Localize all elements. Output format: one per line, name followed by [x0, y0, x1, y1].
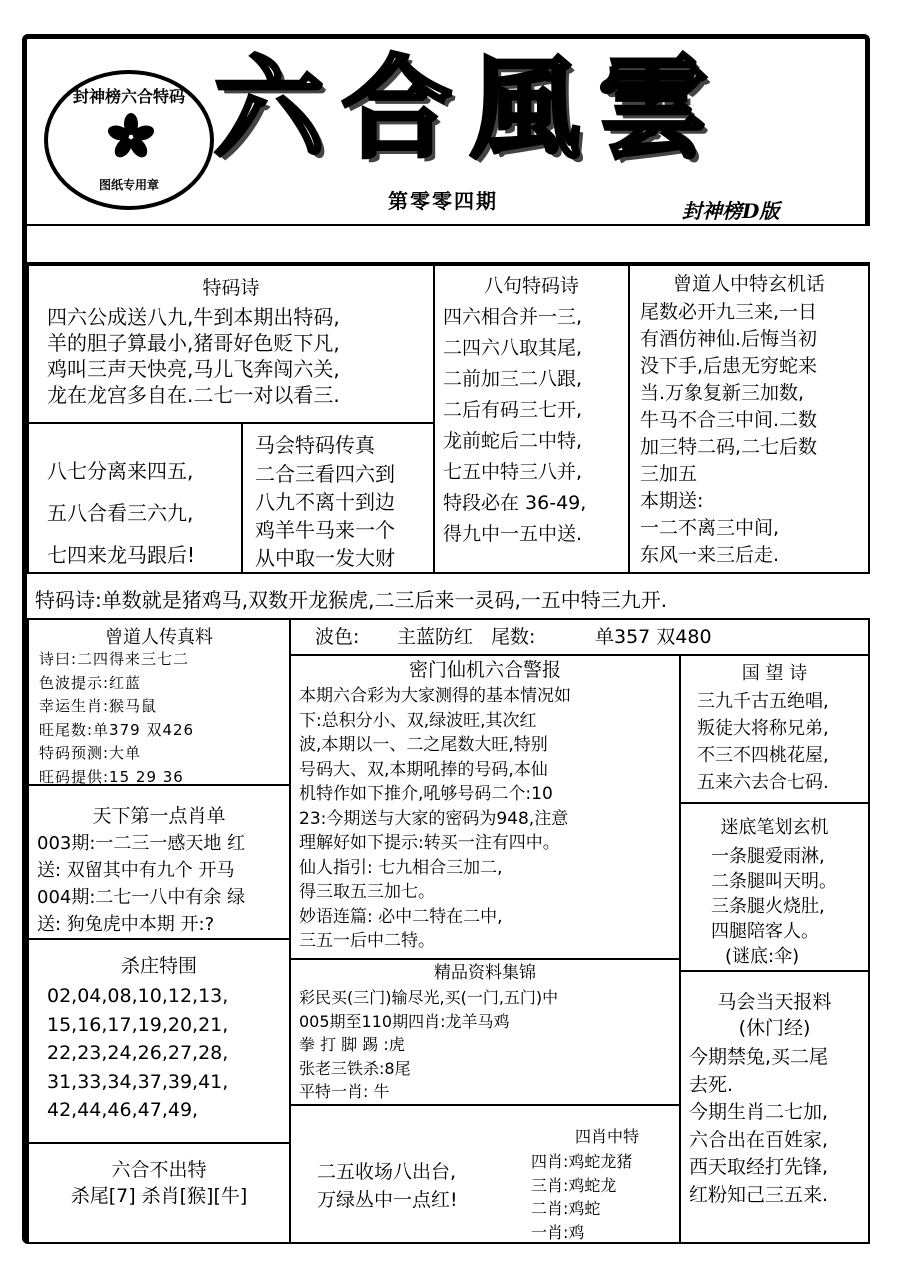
mahui-line: 红粉知己三五来. [689, 1183, 829, 1206]
poem-line: 龙在龙宫多自在.二七一对以看三. [47, 383, 340, 407]
wave-color-label: 波色: [315, 626, 360, 648]
masthead-title: 六合風雲 [214, 44, 726, 173]
wave-tail-label: 尾数: [491, 626, 536, 648]
mahui-line: 六合出在百姓家, [689, 1128, 829, 1151]
zeng-fax-box [27, 618, 291, 786]
bottom-poem-line: 万绿丛中一点红! [317, 1189, 458, 1211]
four-zodiac-title: 四肖中特 [575, 1127, 640, 1146]
poem-line: 本期送: [640, 490, 704, 512]
mahui-lines [689, 1044, 828, 1209]
secret-line: 号码大、双,本期吼捧的号码,本仙 [299, 759, 548, 780]
guowang-line: 三九千古五绝唱, [697, 691, 829, 712]
secret-line: 波,本期以一、二之尾数大旺,特别 [299, 735, 548, 755]
stamp [44, 70, 214, 210]
mahui-line: 西天取经打先锋, [689, 1156, 829, 1178]
poem-line: 五八合看三六九, [47, 501, 194, 525]
mahui-box [679, 970, 870, 1244]
bottom-middle-box [289, 1104, 681, 1244]
poem-line: 龙前蛇后二中特, [443, 430, 583, 452]
tianxia-line: 送: 双留其中有九个 开马 [37, 860, 235, 881]
secret-line: 三五一后中二特。 [299, 931, 435, 951]
poem-line: 七五中特三八并, [443, 461, 583, 483]
four-zodiac-lines [531, 1150, 632, 1244]
secret-line: 23:今期送与大家的密码为948,注意 [299, 808, 569, 829]
wave-bar [289, 618, 870, 656]
bottom-poem-lines [317, 1158, 458, 1214]
zeng-fax-lines [39, 648, 194, 786]
mahui-subtitle: (休门经) [738, 1017, 811, 1039]
poem-line: 有酒仿神仙.后悔当初 [640, 328, 818, 350]
poem-line: 加三特二码,二七后数 [640, 436, 818, 458]
stamp-ring-text: 封神榜六合特码 [72, 87, 185, 106]
guowang-line: 五来六去合七码. [697, 772, 829, 793]
tianxia-lines [37, 830, 245, 938]
poem-line: 从中取一发大财 [255, 546, 395, 570]
secret-line: 得三取五三加七。 [299, 882, 435, 902]
poem-line: 八七分离来四五, [47, 459, 194, 483]
poem-lines-1 [47, 304, 340, 408]
jingpin-line: 彩民买(三门)输尽光,买(一门,五门)中 [299, 988, 559, 1007]
poem-line: 八九不离十到边 [255, 490, 395, 514]
banner-text: 特码诗:单数就是猪鸡马,双数开龙猴虎,二三后来一灵码,一五中特三九开. [35, 588, 668, 612]
guowang-lines [697, 688, 829, 796]
secret-lines [299, 684, 571, 954]
poem-line: 特段必在 36-49, [443, 492, 587, 514]
kill-box [27, 938, 291, 1144]
jingpin-title: 精品资料集锦 [434, 963, 536, 983]
poem-line: 牛马不合三中间.二数 [640, 409, 818, 431]
poem-lines-2 [443, 302, 586, 550]
poem-line: 一二不离三中间, [640, 517, 780, 539]
secret-line: 理解好如下提示:转买一注有四中。 [299, 833, 560, 853]
guowang-line: 叛徒大将称兄弟, [697, 718, 829, 739]
poem-line: 鸡叫三声天快亮,马儿飞奔闯六关, [47, 357, 340, 381]
notout-title: 六合不出特 [111, 1159, 207, 1181]
poem-line: 鸡羊牛马来一个 [255, 518, 395, 542]
riddle-lines [711, 844, 837, 969]
poem-line: 当.万象复新三加数, [640, 382, 805, 404]
mahui-line: 今期生肖二七加, [689, 1101, 829, 1123]
mahui-line: 今期禁兔,买二尾 [689, 1046, 829, 1068]
poem-line: 没下手,后患无穷蛇来 [640, 355, 818, 377]
poem-title-1: 特码诗 [202, 277, 260, 299]
kill-line: 42,44,46,47,49, [47, 1099, 199, 1121]
kill-line: 22,23,24,26,27,28, [47, 1042, 229, 1064]
secret-line: 下:总积分小、双,绿波旺,其次红 [299, 710, 537, 731]
poem-line: 四六相合并一三, [443, 306, 583, 328]
jingpin-line: 拳 打 脚 踢 :虎 [299, 1035, 405, 1054]
riddle-line: 四腿陪客人。 [711, 921, 819, 942]
poem-line: 三加五 [640, 463, 698, 485]
stamp-sub: 图纸专用章 [98, 178, 159, 192]
four-zodiac-line: 三肖:鸡蛇龙 [531, 1175, 617, 1195]
riddle-line: 一条腿爱雨淋, [711, 846, 825, 867]
poem-line: 二后有码三七开, [443, 399, 583, 421]
poem-line: 七四来龙马跟后! [47, 543, 196, 567]
kill-line: 02,04,08,10,12,13, [47, 985, 229, 1007]
tianxia-box [27, 784, 291, 940]
poem-box-4 [27, 422, 243, 574]
riddle-box [679, 802, 870, 972]
jingpin-line: 张老三铁杀:8尾 [299, 1058, 411, 1078]
jingpin-lines [299, 986, 558, 1104]
tianxia-line: 004期:二七一八中有余 绿 [37, 887, 246, 908]
four-zodiac-line: 一肖:鸡 [531, 1222, 585, 1242]
poem-line: 东风一来三后走. [640, 544, 780, 566]
poem-line: 羊的胆子算最小,猪哥好色贬下凡, [47, 331, 340, 355]
riddle-line: (谜底:伞) [725, 946, 800, 967]
guowang-box [679, 654, 870, 804]
poem-line: 二前加三二八跟, [443, 368, 583, 390]
edition-label: 封神榜D版 [682, 199, 780, 223]
poem-line: 四六公成送八九,牛到本期出特码, [47, 305, 340, 329]
riddle-title: 迷底笔划玄机 [720, 817, 829, 838]
tianxia-line: 003期:一二三一感天地 红 [37, 833, 246, 854]
tianxia-title: 天下第一点肖单 [92, 805, 226, 827]
jingpin-line: 平特一肖: 牛 [299, 1082, 390, 1101]
kill-lines [47, 982, 228, 1125]
guowang-line: 不三不四桃花屋, [697, 745, 829, 766]
poem-line: 尾数必开九三来,一日 [640, 301, 818, 323]
bauhinia-icon [106, 112, 156, 162]
wave-tail-value: 单357 双480 [595, 626, 712, 648]
mahui-line: 去死. [689, 1073, 734, 1096]
poem-box-3 [628, 264, 870, 574]
secret-line: 本期六合彩为大家测得的基本情况如 [299, 686, 571, 706]
fax-line: 诗曰:二四得来三七二 [39, 650, 190, 668]
mahui-title: 马会当天报料 [717, 991, 832, 1013]
secret-box [289, 654, 681, 960]
poem-line: 二合三看四六到 [255, 462, 395, 486]
poem-line: 二四六八取其尾, [443, 337, 583, 359]
zeng-fax-title: 曾道人传真料 [105, 627, 213, 648]
wave-color-value: 主蓝防红 [397, 626, 474, 648]
kill-line: 31,33,34,37,39,41, [47, 1070, 229, 1093]
bottom-poem-line: 二五收场八出台, [317, 1161, 457, 1183]
poem-lines-4 [47, 450, 195, 574]
guowang-title: 国 望 诗 [741, 663, 808, 684]
fax-line: 幸运生肖:猴马鼠 [39, 697, 158, 715]
secret-line: 机特作如下推介,吼够号码二个:10 [299, 784, 553, 804]
secret-line: 仙人指引: 七九相合三加二, [299, 857, 503, 878]
jingpin-line: 005期至110期四肖:龙羊马鸡 [299, 1011, 510, 1031]
fax-line: 旺尾数:单379 双426 [39, 720, 195, 739]
kill-title: 杀庄特围 [120, 955, 197, 977]
fax-line: 特码预测:大单 [39, 744, 142, 762]
tianxia-line: 送: 狗兔虎中本期 开:? [37, 914, 215, 935]
secret-title: 密门仙机六合警报 [408, 659, 561, 681]
issue-number: 第零零四期 [388, 189, 498, 213]
riddle-line: 二条腿叫天明。 [711, 871, 837, 892]
poem-title-5: 马会特码传真 [255, 433, 375, 457]
notout-line: 杀尾[7] 杀肖[猴][牛] [70, 1185, 248, 1207]
four-zodiac-line: 二肖:鸡蛇 [531, 1199, 601, 1218]
header-strip [27, 224, 870, 264]
poem-box-2 [433, 264, 630, 574]
jingpin-box [289, 958, 681, 1106]
four-zodiac-line: 四肖:鸡蛇龙猪 [531, 1152, 633, 1171]
secret-line: 妙语连篇: 必中二特在二中, [299, 906, 503, 927]
fax-line: 色波提示:红蓝 [39, 673, 142, 692]
poem-title-2: 八句特码诗 [483, 275, 579, 297]
riddle-line: 三条腿火烧肚, [711, 896, 825, 917]
banner-box [27, 572, 870, 620]
poem-lines-3 [640, 299, 817, 569]
poem-box-1 [27, 264, 435, 424]
poem-box-5 [241, 422, 435, 574]
kill-line: 15,16,17,19,20,21, [47, 1013, 229, 1036]
poem-title-3: 曾道人中特玄机话 [672, 273, 825, 295]
fax-line: 旺码提供:15 29 36 [39, 767, 184, 786]
notout-box [27, 1142, 291, 1244]
poem-line: 得九中一五中送. [443, 523, 583, 545]
poem-lines-5 [255, 460, 395, 572]
